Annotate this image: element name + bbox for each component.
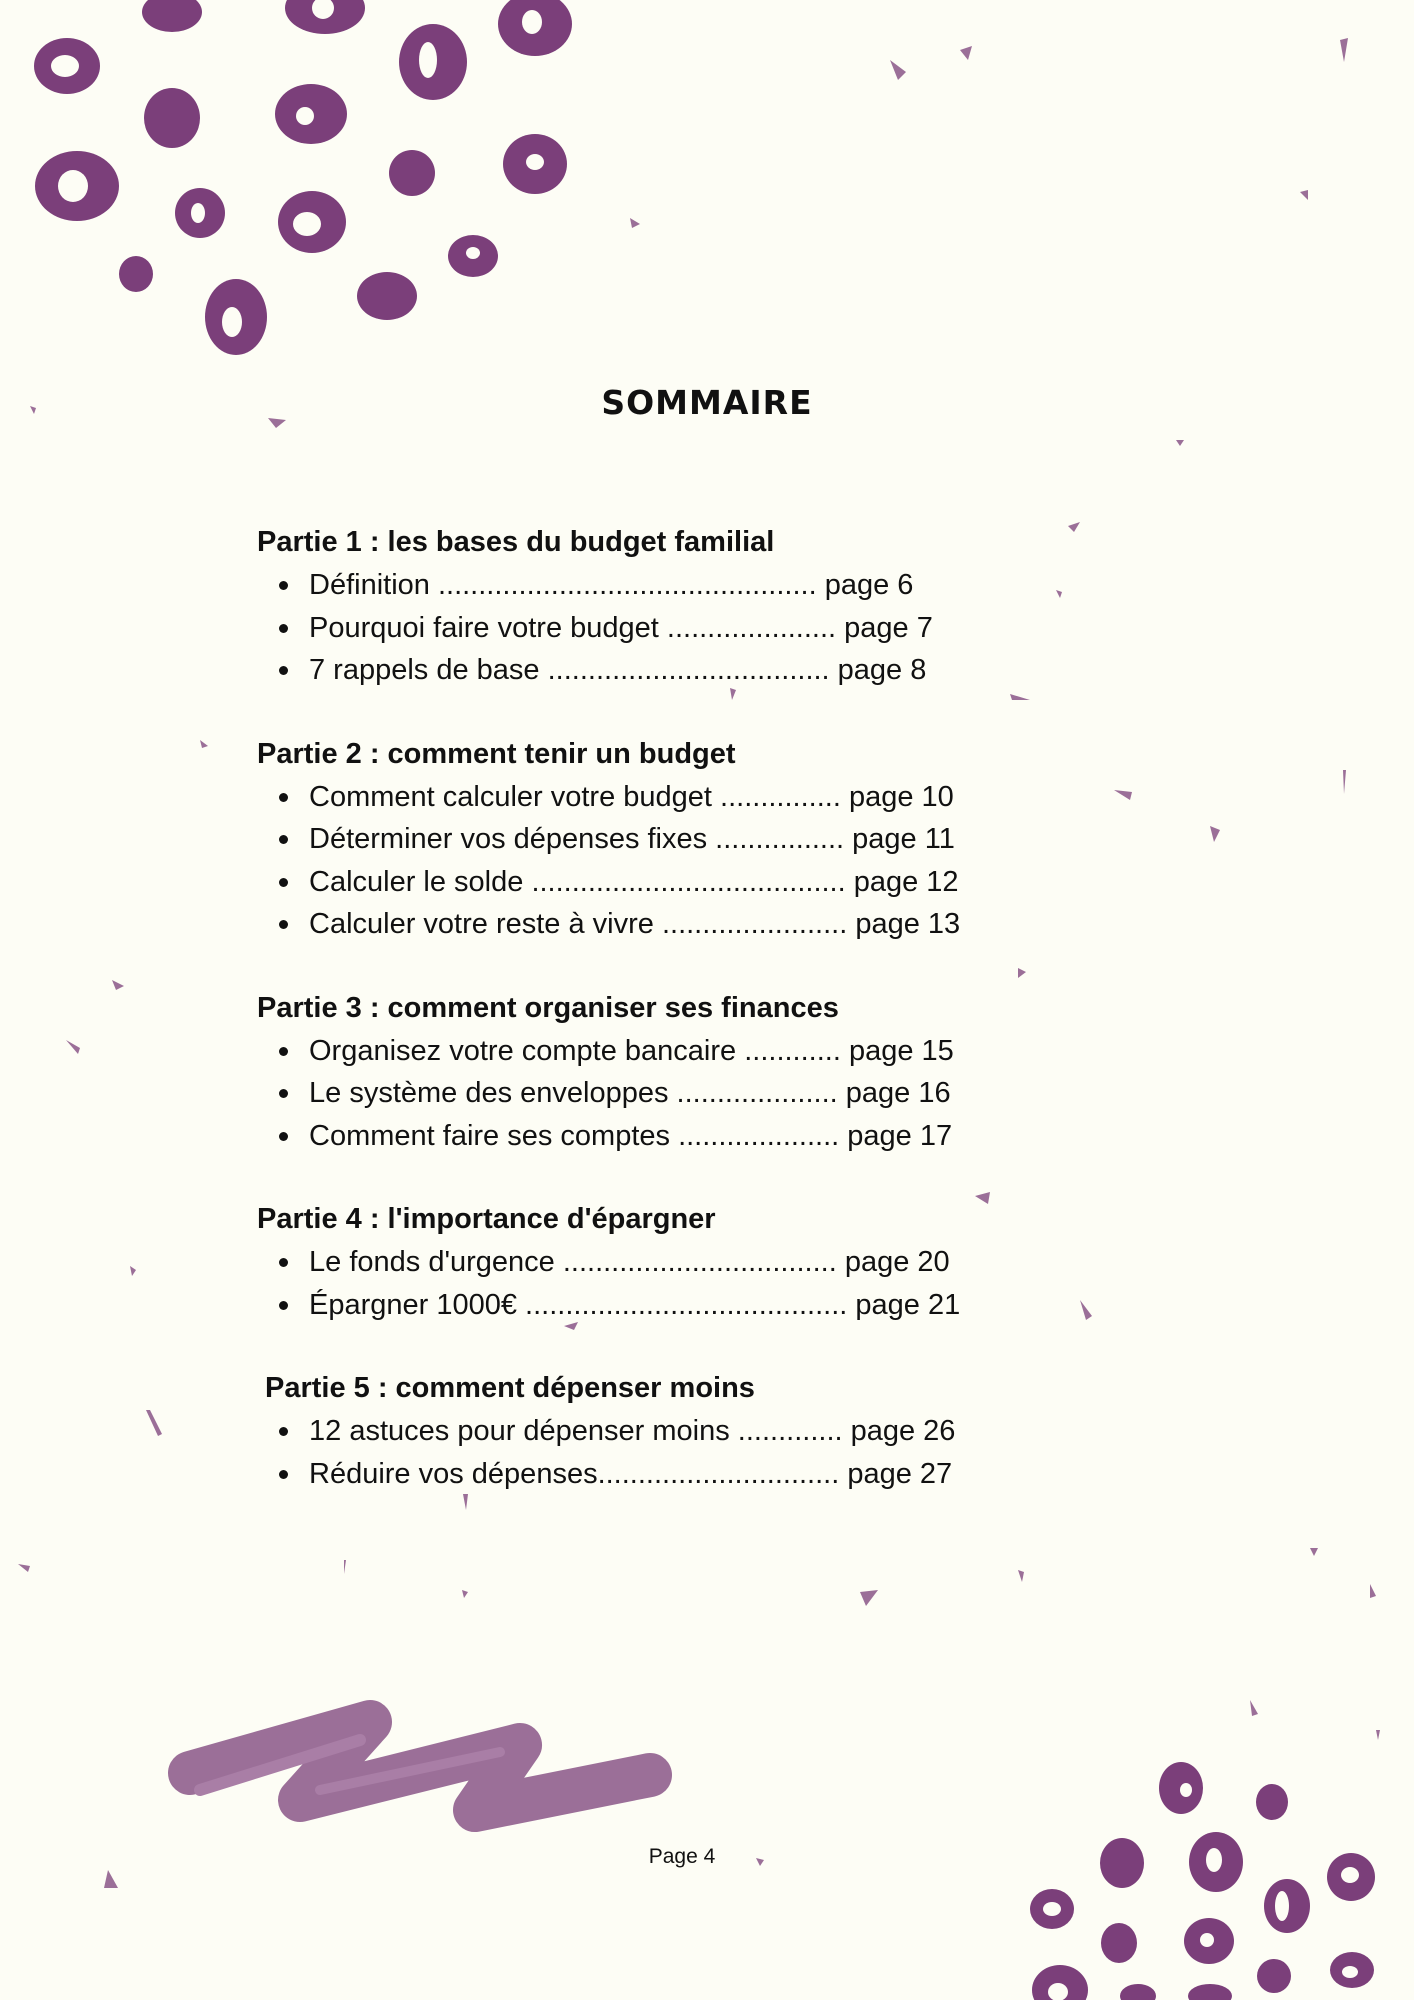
section-partie-3 bbox=[257, 986, 1057, 1158]
list-item bbox=[257, 861, 1057, 904]
bullet-icon bbox=[279, 1132, 288, 1141]
bullet-icon bbox=[279, 581, 288, 590]
bullet-icon bbox=[279, 878, 288, 887]
page-number: Page 4 bbox=[648, 1845, 716, 1868]
section-title: Partie 2 : comment tenir un budget bbox=[257, 737, 736, 770]
item-text: Le système des enveloppes .................... page 16 bbox=[309, 1077, 951, 1109]
list-item bbox=[257, 649, 1057, 692]
item-text: Déterminer vos dépenses fixes ................ page 11 bbox=[309, 823, 955, 855]
bullet-icon bbox=[279, 920, 288, 929]
list-item bbox=[257, 1284, 1057, 1327]
item-text: Définition ............................................... page 6 bbox=[309, 569, 914, 601]
section-title: Partie 3 : comment organiser ses finances bbox=[257, 991, 839, 1024]
section-items bbox=[257, 1030, 1057, 1158]
item-text: Comment calculer votre budget ............... page 10 bbox=[309, 780, 954, 813]
item-text: Calculer le solde ....................................... page 12 bbox=[309, 865, 959, 898]
bullet-icon bbox=[279, 624, 288, 633]
item-text: Pourquoi faire votre budget ..................... page 7 bbox=[309, 611, 933, 644]
bullet-icon bbox=[279, 666, 288, 675]
bullet-icon bbox=[279, 1427, 288, 1436]
list-item bbox=[257, 607, 1057, 650]
item-text: 12 astuces pour dépenser moins ............. page 26 bbox=[309, 1415, 956, 1447]
list-item bbox=[257, 1115, 1057, 1158]
item-text: Le fonds d'urgence .................................. page 20 bbox=[309, 1246, 950, 1278]
section-partie-5 bbox=[257, 1366, 1057, 1495]
section-items bbox=[257, 776, 1057, 946]
section-title: Partie 5 : comment dépenser moins bbox=[265, 1372, 755, 1404]
top-left-dot-cluster bbox=[34, 0, 572, 355]
list-item bbox=[257, 776, 1057, 819]
list-item bbox=[257, 903, 1057, 946]
list-item bbox=[257, 818, 1057, 861]
bullet-icon bbox=[279, 1258, 288, 1267]
item-text: Épargner 1000€ ........................................ page 21 bbox=[309, 1288, 961, 1321]
section-partie-4 bbox=[257, 1197, 1057, 1326]
section-partie-2 bbox=[257, 732, 1057, 946]
list-item bbox=[257, 1072, 1057, 1115]
section-items bbox=[257, 564, 1057, 692]
bullet-icon bbox=[279, 1089, 288, 1098]
page-footer bbox=[0, 1845, 1414, 1869]
bullet-icon bbox=[279, 835, 288, 844]
bullet-icon bbox=[279, 793, 288, 802]
item-text: Réduire vos dépenses.............................. page 27 bbox=[309, 1457, 953, 1490]
item-text: Calculer votre reste à vivre ....................... page 13 bbox=[309, 908, 961, 940]
list-item bbox=[257, 1241, 1057, 1284]
page-title: SOMMAIRE bbox=[601, 383, 813, 422]
list-item bbox=[257, 1453, 1057, 1496]
list-item bbox=[257, 564, 1057, 607]
bullet-icon bbox=[279, 1470, 288, 1479]
bottom-right-dot-cluster bbox=[1030, 1762, 1375, 2000]
list-item bbox=[257, 1410, 1057, 1453]
item-text: 7 rappels de base ................................... page 8 bbox=[309, 654, 927, 686]
brush-stroke bbox=[190, 1722, 650, 1810]
list-item bbox=[257, 1030, 1057, 1073]
table-of-contents bbox=[257, 520, 1057, 1535]
section-title: Partie 1 : les bases du budget familial bbox=[257, 526, 775, 558]
section-title: Partie 4 : l'importance d'épargner bbox=[257, 1203, 716, 1235]
item-text: Organisez votre compte bancaire ............ page 15 bbox=[309, 1034, 954, 1067]
bullet-icon bbox=[279, 1047, 288, 1056]
section-items bbox=[257, 1410, 1057, 1495]
bullet-icon bbox=[279, 1301, 288, 1310]
section-partie-1 bbox=[257, 520, 1057, 692]
section-items bbox=[257, 1241, 1057, 1326]
item-text: Comment faire ses comptes .................... page 17 bbox=[309, 1119, 953, 1152]
